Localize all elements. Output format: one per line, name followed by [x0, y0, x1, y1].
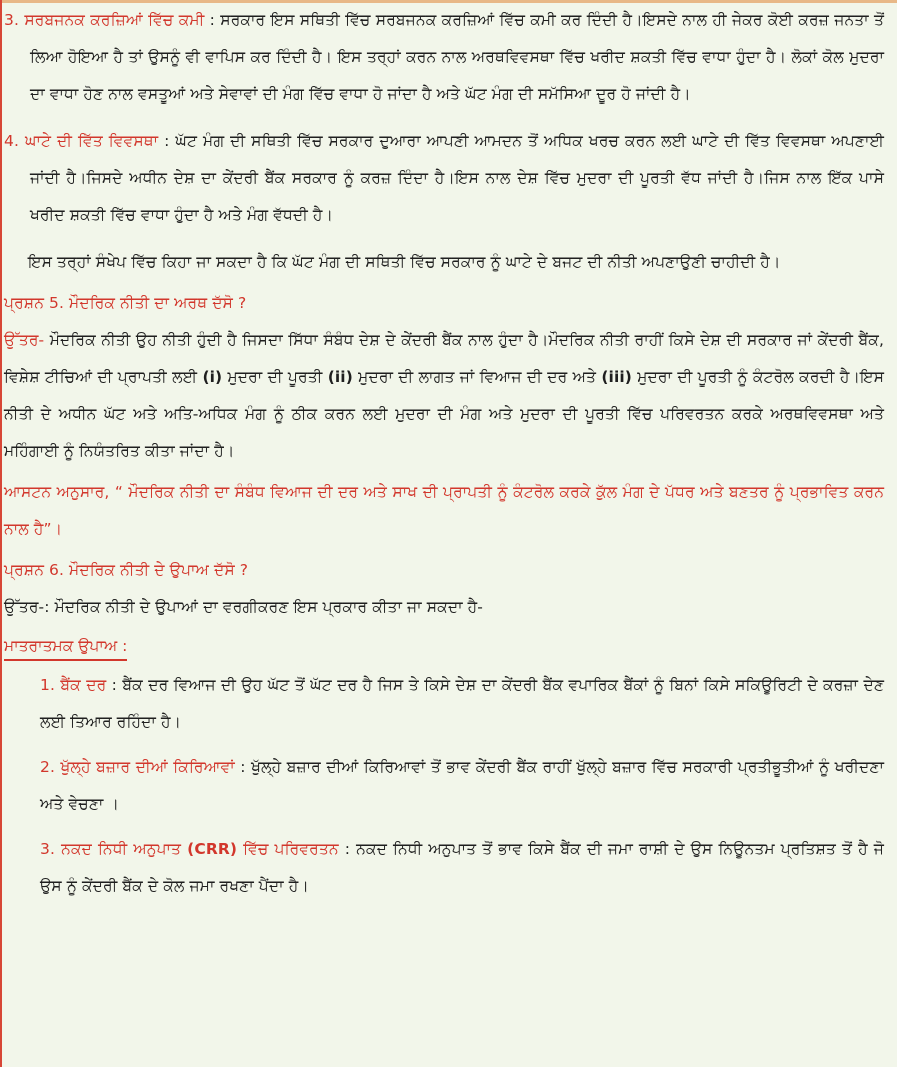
left-rule: [0, 0, 2, 1067]
measure-title: ਨਕਦ ਨਿਧੀ ਅਨੁਪਾਤ: [61, 840, 182, 858]
measure-abbr: (CRR): [187, 840, 238, 858]
item-body: : ਘੱਟ ਮੰਗ ਦੀ ਸਥਿਤੀ ਵਿੱਚ ਸਰਕਾਰ ਦੁਆਰਾ ਆਪਣੀ ਆਮਦਨ ਤੋਂ ਅਧਿਕ ਖਰਚ ਕਰਨ ਲਈ ਘਾਟੇ ਦੀ ਵਿੱਤ ਵਿਵਸਥਾ ਅਪਣਾਈ ਜਾਂਦੀ ਹੈ।ਜਿਸਦੇ ਅਧੀਨ ਦੇਸ਼ ਦਾ ਕੇਂਦਰੀ ਬੈਂਕ ਸਰਕਾਰ ਨੂੰ ਕਰਜ਼ ਦਿੰਦਾ ਹੈ।ਇਸ ਨਾਲ ਦੇਸ਼ ਵਿੱਚ ਮੁਦਰਾ ਦੀ ਪੂਰਤੀ ਵੱਧ ਜਾਂਦੀ ਹੈ।ਜਿਸ ਨਾਲ ਇੱਕ ਪਾਸੇ ਖਰੀਦ ਸ਼ਕਤੀ ਵਿੱਚ ਵਾਧਾ ਹੁੰਦਾ ਹੈ ਅਤੇ ਮੰਗ ਵੱਧਦੀ ਹੈ।: [30, 132, 884, 224]
item-number: 4.: [4, 132, 19, 150]
marker-ii: (ii): [327, 368, 353, 386]
answer-text-c: ਮੁਦਰਾ ਦੀ ਲਾਗਤ ਜਾਂ ਵਿਆਜ ਦੀ ਦਰ ਅਤੇ: [352, 368, 602, 386]
question-5: ਪ੍ਰਸ਼ਨ 5. ਮੌਦਰਿਕ ਨੀਤੀ ਦਾ ਅਰਥ ਦੱਸੋ ?: [4, 294, 247, 312]
section-heading: ਮਾਤਰਾਤਮਕ ਉਪਾਅ :: [4, 634, 127, 661]
answer-text-d: ਮੁਦਰਾ ਦੀ ਪੂਰਤੀ ਨੂੰ ਕੰਟਰੋਲ ਕਰਦੀ ਹੈ।ਇਸ ਨੀਤੀ ਦੇ ਅਧੀਨ ਘੱਟ ਅਤੇ ਅਤਿ-ਅਧਿਕ ਮੰਗ ਨੂੰ ਠੀਕ ਕਰਨ ਲਈ ਮੁਦਰਾ ਦੀ ਮੰਗ ਅਤੇ ਮੁਦਰਾ ਦੀ ਪੂਰਤੀ ਵਿੱਚ ਪਰਿਵਰਤਨ ਕਰਕੇ ਅਰਥਵਿਵਸਥਾ ਅਤੇ ਮਹਿੰਗਾਈ ਨੂੰ ਨਿਯੰਤਰਿਤ ਕੀਤਾ ਜਾਂਦਾ ਹੈ।: [4, 368, 885, 460]
item-number: 3.: [4, 11, 19, 29]
summary-paragraph: ਇਸ ਤਰ੍ਹਾਂ ਸੰਖੇਪ ਵਿੱਚ ਕਿਹਾ ਜਾ ਸਕਦਾ ਹੈ ਕਿ ਘੱਟ ਮੰਗ ਦੀ ਸਥਿਤੀ ਵਿੱਚ ਸਰਕਾਰ ਨੂੰ ਘਾਟੇ ਦੇ ਬਜਟ ਦੀ ਨੀਤੀ ਅਪਣਾਉਣੀ ਚਾਹੀਦੀ ਹੈ।: [28, 253, 781, 271]
measure-title: ਬੈਂਕ ਦਰ: [60, 676, 107, 694]
measure-body: : ਬੈਂਕ ਦਰ ਵਿਆਜ ਦੀ ਉਹ ਘੱਟ ਤੋਂ ਘੱਟ ਦਰ ਹੈ ਜਿਸ ਤੇ ਕਿਸੇ ਦੇਸ਼ ਦਾ ਕੇਂਦਰੀ ਬੈਂਕ ਵਪਾਰਿਕ ਬੈਂਕਾਂ ਨੂੰ ਬਿਨਾਂ ਕਿਸੇ ਸਕਿਊਰਿਟੀ ਦੇ ਕਰਜ਼ਾ ਦੇਣ ਲਈ ਤਿਆਰ ਰਹਿੰਦਾ ਹੈ।: [40, 676, 885, 731]
measure-title: ਖੁੱਲ੍ਹੇ ਬਜ਼ਾਰ ਦੀਆਂ ਕਿਰਿਆਵਾਂ: [60, 758, 235, 776]
measure-number: 2.: [40, 758, 55, 776]
measure-body: : ਖੁੱਲ੍ਹੇ ਬਜ਼ਾਰ ਦੀਆਂ ਕਿਰਿਆਵਾਂ ਤੋਂ ਭਾਵ ਕੇਂਦਰੀ ਬੈਂਕ ਰਾਹੀਂ ਖੁੱਲ੍ਹੇ ਬਜ਼ਾਰ ਵਿੱਚ ਸਰਕਾਰੀ ਪ੍ਰਤੀਭੂਤੀਆਂ ਨੂੰ ਖਰੀਦਣਾ ਅਤੇ ਵੇਚਣਾ ।: [40, 758, 884, 813]
item-body: : ਸਰਕਾਰ ਇਸ ਸਥਿਤੀ ਵਿੱਚ ਸਰਬਜਨਕ ਕਰਜ਼ਿਆਂ ਵਿੱਚ ਕਮੀ ਕਰ ਦਿੰਦੀ ਹੈ।ਇਸਦੇ ਨਾਲ ਹੀ ਜੇਕਰ ਕੋਈ ਕਰਜ਼ ਜਨਤਾ ਤੋਂ ਲਿਆ ਹੋਇਆ ਹੈ ਤਾਂ ਉਸਨੂੰ ਵੀ ਵਾਪਿਸ ਕਰ ਦਿੰਦੀ ਹੈ। ਇਸ ਤਰ੍ਹਾਂ ਕਰਨ ਨਾਲ ਅਰਥਵਿਵਸਥਾ ਵਿੱਚ ਖਰੀਦ ਸ਼ਕਤੀ ਵਿੱਚ ਵਾਧਾ ਹੁੰਦਾ ਹੈ। ਲੋਕਾਂ ਕੋਲ ਮੁਦਰਾ ਦਾ ਵਾਧਾ ਹੋਣ ਨਾਲ ਵਸਤੂਆਂ ਅਤੇ ਸੇਵਾਵਾਂ ਦੀ ਮੰਗ ਵਿੱਚ ਵਾਧਾ ਹੋ ਜਾਂਦਾ ਹੈ ਅਤੇ ਘੱਟ ਮੰਗ ਦੀ ਸਮੱਸਿਆ ਦੂਰ ਹੋ ਜਾਂਦੀ ਹੈ।: [30, 11, 885, 103]
measure-number: 3.: [40, 840, 55, 858]
marker-i: (i): [202, 368, 223, 386]
measure-item-3: [4, 831, 884, 905]
measure-number: 1.: [40, 676, 55, 694]
marker-iii: (iii): [601, 368, 632, 386]
answer-label: ਉੱਤਰ-: [4, 331, 45, 349]
quote-paragraph: ਆਸਟਨ ਅਨੁਸਾਰ, “ ਮੌਦਰਿਕ ਨੀਤੀ ਦਾ ਸੰਬੰਧ ਵਿਆਜ ਦੀ ਦਰ ਅਤੇ ਸਾਖ ਦੀ ਪ੍ਰਾਪਤੀ ਨੂੰ ਕੰਟਰੋਲ ਕਰਕੇ ਕੁੱਲ ਮੰਗ ਦੇ ਪੱਧਰ ਅਤੇ ਬਣਤਰ ਨੂੰ ਪ੍ਰਭਾਵਿਤ ਕਰਨ ਨਾਲ ਹੈ”।: [4, 483, 884, 538]
answer-6: ਉੱਤਰ-: ਮੌਦਰਿਕ ਨੀਤੀ ਦੇ ਉਪਾਆਂ ਦਾ ਵਰਗੀਕਰਣ ਇਸ ਪ੍ਰਕਾਰ ਕੀਤਾ ਜਾ ਸਕਦਾ ਹੈ-: [4, 598, 483, 616]
measure-item-1: [4, 667, 884, 741]
measure-body: : ਨਕਦ ਨਿਧੀ ਅਨੁਪਾਤ ਤੋਂ ਭਾਵ ਕਿਸੇ ਬੈਂਕ ਦੀ ਜਮਾ ਰਾਸ਼ੀ ਦੇ ਉਸ ਨਿਊਨਤਮ ਪ੍ਰਤਿਸ਼ਤ ਤੋਂ ਹੈ ਜੋ ਉਸ ਨੂੰ ਕੇਂਦਰੀ ਬੈਂਕ ਦੇ ਕੋਲ ਜਮਾ ਰਖਣਾ ਪੈਂਦਾ ਹੈ।: [40, 840, 884, 895]
item-title: ਸਰਬਜਨਕ ਕਰਜ਼ਿਆਂ ਵਿੱਚ ਕਮੀ: [24, 11, 205, 29]
section-heading-wrap: [4, 634, 884, 661]
document-page: [4, 2, 884, 905]
item-title: ਘਾਟੇ ਦੀ ਵਿੱਤ ਵਿਵਸਥਾ: [24, 132, 159, 150]
answer-text-b: ਮੁਦਰਾ ਦੀ ਪੂਰਤੀ: [222, 368, 328, 386]
measure-item-2: [4, 749, 884, 823]
measure-title-end: ਵਿੱਚ ਪਰਿਵਰਤਨ: [237, 840, 339, 858]
list-item-4: [4, 123, 884, 234]
list-item-3: [4, 2, 884, 113]
question-6: ਪ੍ਰਸ਼ਨ 6. ਮੌਦਰਿਕ ਨੀਤੀ ਦੇ ਉਪਾਅ ਦੱਸੋ ?: [4, 561, 249, 579]
answer-5: [4, 322, 884, 470]
answer-text-a: ਮੌਦਰਿਕ ਨੀਤੀ ਉਹ ਨੀਤੀ ਹੁੰਦੀ ਹੈ ਜਿਸਦਾ ਸਿੱਧਾ ਸੰਬੰਧ ਦੇਸ਼ ਦੇ ਕੇਂਦਰੀ ਬੈਂਕ ਨਾਲ ਹੁੰਦਾ ਹੈ।ਮੌਦਰਿਕ ਨੀਤੀ ਰਾਹੀਂ ਕਿਸੇ ਦੇਸ਼ ਦੀ ਸਰਕਾਰ ਜਾਂ ਕੇਂਦਰੀ ਬੈਂਕ, ਵਿਸ਼ੇਸ਼ ਟੀਚਿਆਂ ਦੀ ਪ੍ਰਾਪਤੀ ਲਈ: [4, 331, 884, 386]
